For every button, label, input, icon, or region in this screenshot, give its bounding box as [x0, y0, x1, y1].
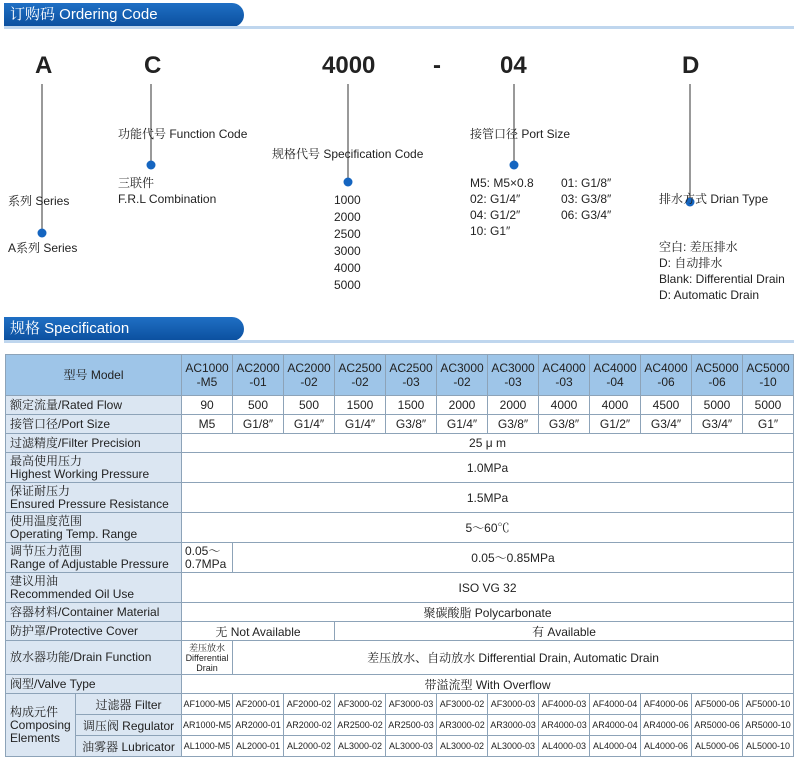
series-value: A系列 Series: [8, 241, 78, 255]
lubricator-code: AL3000-03: [488, 736, 539, 757]
rated-flow-cell: 1500: [386, 396, 437, 415]
rated-flow-cell: 2000: [488, 396, 539, 415]
regulator-row-label: 调压阀 Regulator: [76, 715, 182, 736]
temp-range-row: [6, 513, 794, 543]
model-cell: AC2500 -03: [386, 355, 437, 396]
port-10: 10: G1″: [470, 224, 511, 238]
drain-d-en: D: Automatic Drain: [659, 288, 760, 302]
lubricator-code: AL4000-06: [641, 736, 692, 757]
lubricator-code: AL4000-04: [590, 736, 641, 757]
regulator-code: AR1000-M5: [182, 715, 233, 736]
spec-code-2500: 2500: [334, 227, 361, 241]
lubricator-code: AL2000-02: [284, 736, 335, 757]
series-dot: [38, 229, 47, 238]
filter-code: AF3000-02: [335, 694, 386, 715]
specification-table: [5, 354, 794, 757]
port-02: 02: G1/4″: [470, 192, 521, 206]
valve-type-row: [6, 675, 794, 694]
regulator-code: AR5000-06: [692, 715, 743, 736]
model-cell: AC2000 -01: [233, 355, 284, 396]
lubricator-row-label: 油雾器 Lubricator: [76, 736, 182, 757]
model-row: [6, 355, 794, 396]
lubricator-code: AL3000-02: [335, 736, 386, 757]
rated-flow-cell: 1500: [335, 396, 386, 415]
model-cell: AC3000 -03: [488, 355, 539, 396]
port-size-cell: G1/4″: [284, 415, 335, 434]
filter-code: AF3000-03: [488, 694, 539, 715]
spec-code-title: 规格代号 Specification Code: [272, 147, 424, 161]
container-value: 聚碳酸脂 Polycarbonate: [182, 603, 794, 622]
port-size-cell: G1/4″: [335, 415, 386, 434]
oil-row: [6, 573, 794, 603]
drain-function-label: 放水器功能/Drain Function: [6, 641, 182, 675]
port-size-cell: G3/8″: [488, 415, 539, 434]
regulator-code: AR5000-10: [743, 715, 794, 736]
model-cell: AC2000 -02: [284, 355, 335, 396]
drain-d-cn: D: 自动排水: [659, 256, 723, 270]
function-value-en: F.R.L Combination: [118, 192, 217, 206]
port-title: 接管口径 Port Size: [470, 127, 571, 141]
port-size-cell: G3/4″: [641, 415, 692, 434]
ensured-pressure-label: 保证耐压力 Ensured Pressure Resistance: [6, 483, 182, 513]
rated-flow-cell: 4500: [641, 396, 692, 415]
valve-type-value: 带溢流型 With Overflow: [182, 675, 794, 694]
function-value-cn: 三联件: [118, 176, 155, 190]
port-size-row: [6, 415, 794, 434]
port-size-cell: M5: [182, 415, 233, 434]
code-letter-drain: D: [682, 52, 700, 79]
filter-code: AF1000-M5: [182, 694, 233, 715]
model-cell: AC4000 -06: [641, 355, 692, 396]
port-size-cell: G1/4″: [437, 415, 488, 434]
regulator-code: AR2000-02: [284, 715, 335, 736]
ordering-code-banner: 订购码 Ordering Code: [4, 3, 244, 27]
port-size-label: 接管口径/Port Size: [6, 415, 182, 434]
rated-flow-row: [6, 396, 794, 415]
lubricator-code: AL3000-03: [386, 736, 437, 757]
container-label: 容器材料/Container Material: [6, 603, 182, 622]
drain-blank-en: Blank: Differential Drain: [659, 272, 785, 286]
lubricator-code: AL5000-06: [692, 736, 743, 757]
filter-precision-label: 过滤精度/Filter Precision: [6, 434, 182, 453]
adjustable-pressure-value: 0.05～0.85MPa: [233, 543, 794, 573]
regulator-code: AR4000-06: [641, 715, 692, 736]
regulator-code: AR3000-02: [437, 715, 488, 736]
model-cell: AC4000 -03: [539, 355, 590, 396]
max-pressure-label: 最高使用压力 Highest Working Pressure: [6, 453, 182, 483]
filter-code: AF5000-06: [692, 694, 743, 715]
filter-row-label: 过滤器 Filter: [76, 694, 182, 715]
filter-code: AF3000-02: [437, 694, 488, 715]
filter-code: AF2000-02: [284, 694, 335, 715]
adjustable-pressure-label: 调节压力范围 Range of Adjustable Pressure: [6, 543, 182, 573]
temp-range-value: 5～60℃: [182, 513, 794, 543]
port-size-cell: G3/8″: [386, 415, 437, 434]
code-port-number: 04: [500, 52, 527, 79]
port-size-cell: G1″: [743, 415, 794, 434]
lubricator-code: AL4000-03: [539, 736, 590, 757]
rated-flow-cell: 5000: [692, 396, 743, 415]
regulator-code: AR4000-04: [590, 715, 641, 736]
rated-flow-cell: 500: [233, 396, 284, 415]
model-cell: AC4000 -04: [590, 355, 641, 396]
regulator-code: AR4000-03: [539, 715, 590, 736]
regulator-components-row: [6, 715, 794, 736]
port-01: 01: G1/8″: [561, 176, 612, 190]
spec-code-4000: 4000: [334, 261, 361, 275]
model-label: 型号 Model: [6, 355, 182, 396]
filter-code: AF2000-01: [233, 694, 284, 715]
filter-code: AF4000-04: [590, 694, 641, 715]
port-size-cell: G3/8″: [539, 415, 590, 434]
rated-flow-cell: 500: [284, 396, 335, 415]
regulator-code: AR2500-03: [386, 715, 437, 736]
filter-precision-value: 25 μ m: [182, 434, 794, 453]
max-pressure-row: [6, 453, 794, 483]
port-06: 06: G3/4″: [561, 208, 612, 222]
ensured-pressure-row: [6, 483, 794, 513]
regulator-code: AR3000-03: [488, 715, 539, 736]
lubricator-components-row: [6, 736, 794, 757]
rated-flow-cell: 4000: [590, 396, 641, 415]
regulator-code: AR2500-02: [335, 715, 386, 736]
rated-flow-cell: 4000: [539, 396, 590, 415]
rated-flow-cell: 2000: [437, 396, 488, 415]
filter-precision-row: [6, 434, 794, 453]
port-size-cell: G3/4″: [692, 415, 743, 434]
rated-flow-cell: 5000: [743, 396, 794, 415]
regulator-code: AR2000-01: [233, 715, 284, 736]
adjustable-pressure-row: [6, 543, 794, 573]
filter-code: AF4000-06: [641, 694, 692, 715]
port-dot: [510, 161, 519, 170]
model-cell: AC5000 -10: [743, 355, 794, 396]
rated-flow-label: 额定流量/Rated Flow: [6, 396, 182, 415]
lubricator-code: AL5000-10: [743, 736, 794, 757]
lubricator-code: AL3000-02: [437, 736, 488, 757]
spec-code-5000: 5000: [334, 278, 361, 292]
drain-blank-cn: 空白: 差压排水: [659, 240, 738, 254]
cover-not-available: 无 Not Available: [182, 622, 335, 641]
spec-code-2000: 2000: [334, 210, 361, 224]
lubricator-code: AL1000-M5: [182, 736, 233, 757]
series-title: 系列 Series: [8, 194, 70, 208]
max-pressure-value: 1.0MPa: [182, 453, 794, 483]
valve-type-label: 阀型/Valve Type: [6, 675, 182, 694]
rated-flow-cell: 90: [182, 396, 233, 415]
port-size-cell: G1/2″: [590, 415, 641, 434]
lubricator-code: AL2000-01: [233, 736, 284, 757]
function-title: 功能代号 Function Code: [118, 127, 248, 141]
oil-value: ISO VG 32: [182, 573, 794, 603]
drain-title: 排水方式 Drian Type: [659, 192, 769, 206]
drain-function-first: 差压放水 Differential Drain: [182, 641, 233, 675]
filter-components-row: [6, 694, 794, 715]
spec-code-1000: 1000: [334, 193, 361, 207]
spec-code-3000: 3000: [334, 244, 361, 258]
oil-label: 建议用油 Recommended Oil Use: [6, 573, 182, 603]
port-m5: M5: M5×0.8: [470, 176, 534, 190]
code-letter-function: C: [144, 52, 162, 79]
code-dash: -: [433, 52, 441, 79]
spec-dot: [344, 178, 353, 187]
drain-function-value: 差压放水、自动放水 Differential Drain, Automatic Drain: [233, 641, 794, 675]
cover-available: 有 Available: [335, 622, 794, 641]
drain-function-row: [6, 641, 794, 675]
model-cell: AC1000 -M5: [182, 355, 233, 396]
filter-code: AF5000-10: [743, 694, 794, 715]
cover-row: [6, 622, 794, 641]
composing-elements-label: 构成元件 Composing Elements: [6, 694, 76, 757]
specification-banner: 规格 Specification: [4, 317, 244, 341]
function-dot: [147, 161, 156, 170]
code-letter-series: A: [35, 52, 53, 79]
model-cell: AC5000 -06: [692, 355, 743, 396]
filter-code: AF4000-03: [539, 694, 590, 715]
ensured-pressure-value: 1.5MPa: [182, 483, 794, 513]
adjustable-pressure-first: 0.05～ 0.7MPa: [182, 543, 233, 573]
model-cell: AC2500 -02: [335, 355, 386, 396]
port-03: 03: G3/8″: [561, 192, 612, 206]
port-size-cell: G1/8″: [233, 415, 284, 434]
temp-range-label: 使用温度范围 Operating Temp. Range: [6, 513, 182, 543]
model-cell: AC3000 -02: [437, 355, 488, 396]
divider: [4, 340, 794, 343]
container-row: [6, 603, 794, 622]
filter-code: AF3000-03: [386, 694, 437, 715]
port-04: 04: G1/2″: [470, 208, 521, 222]
code-spec-number: 4000: [322, 52, 376, 79]
cover-label: 防护罩/Protective Cover: [6, 622, 182, 641]
